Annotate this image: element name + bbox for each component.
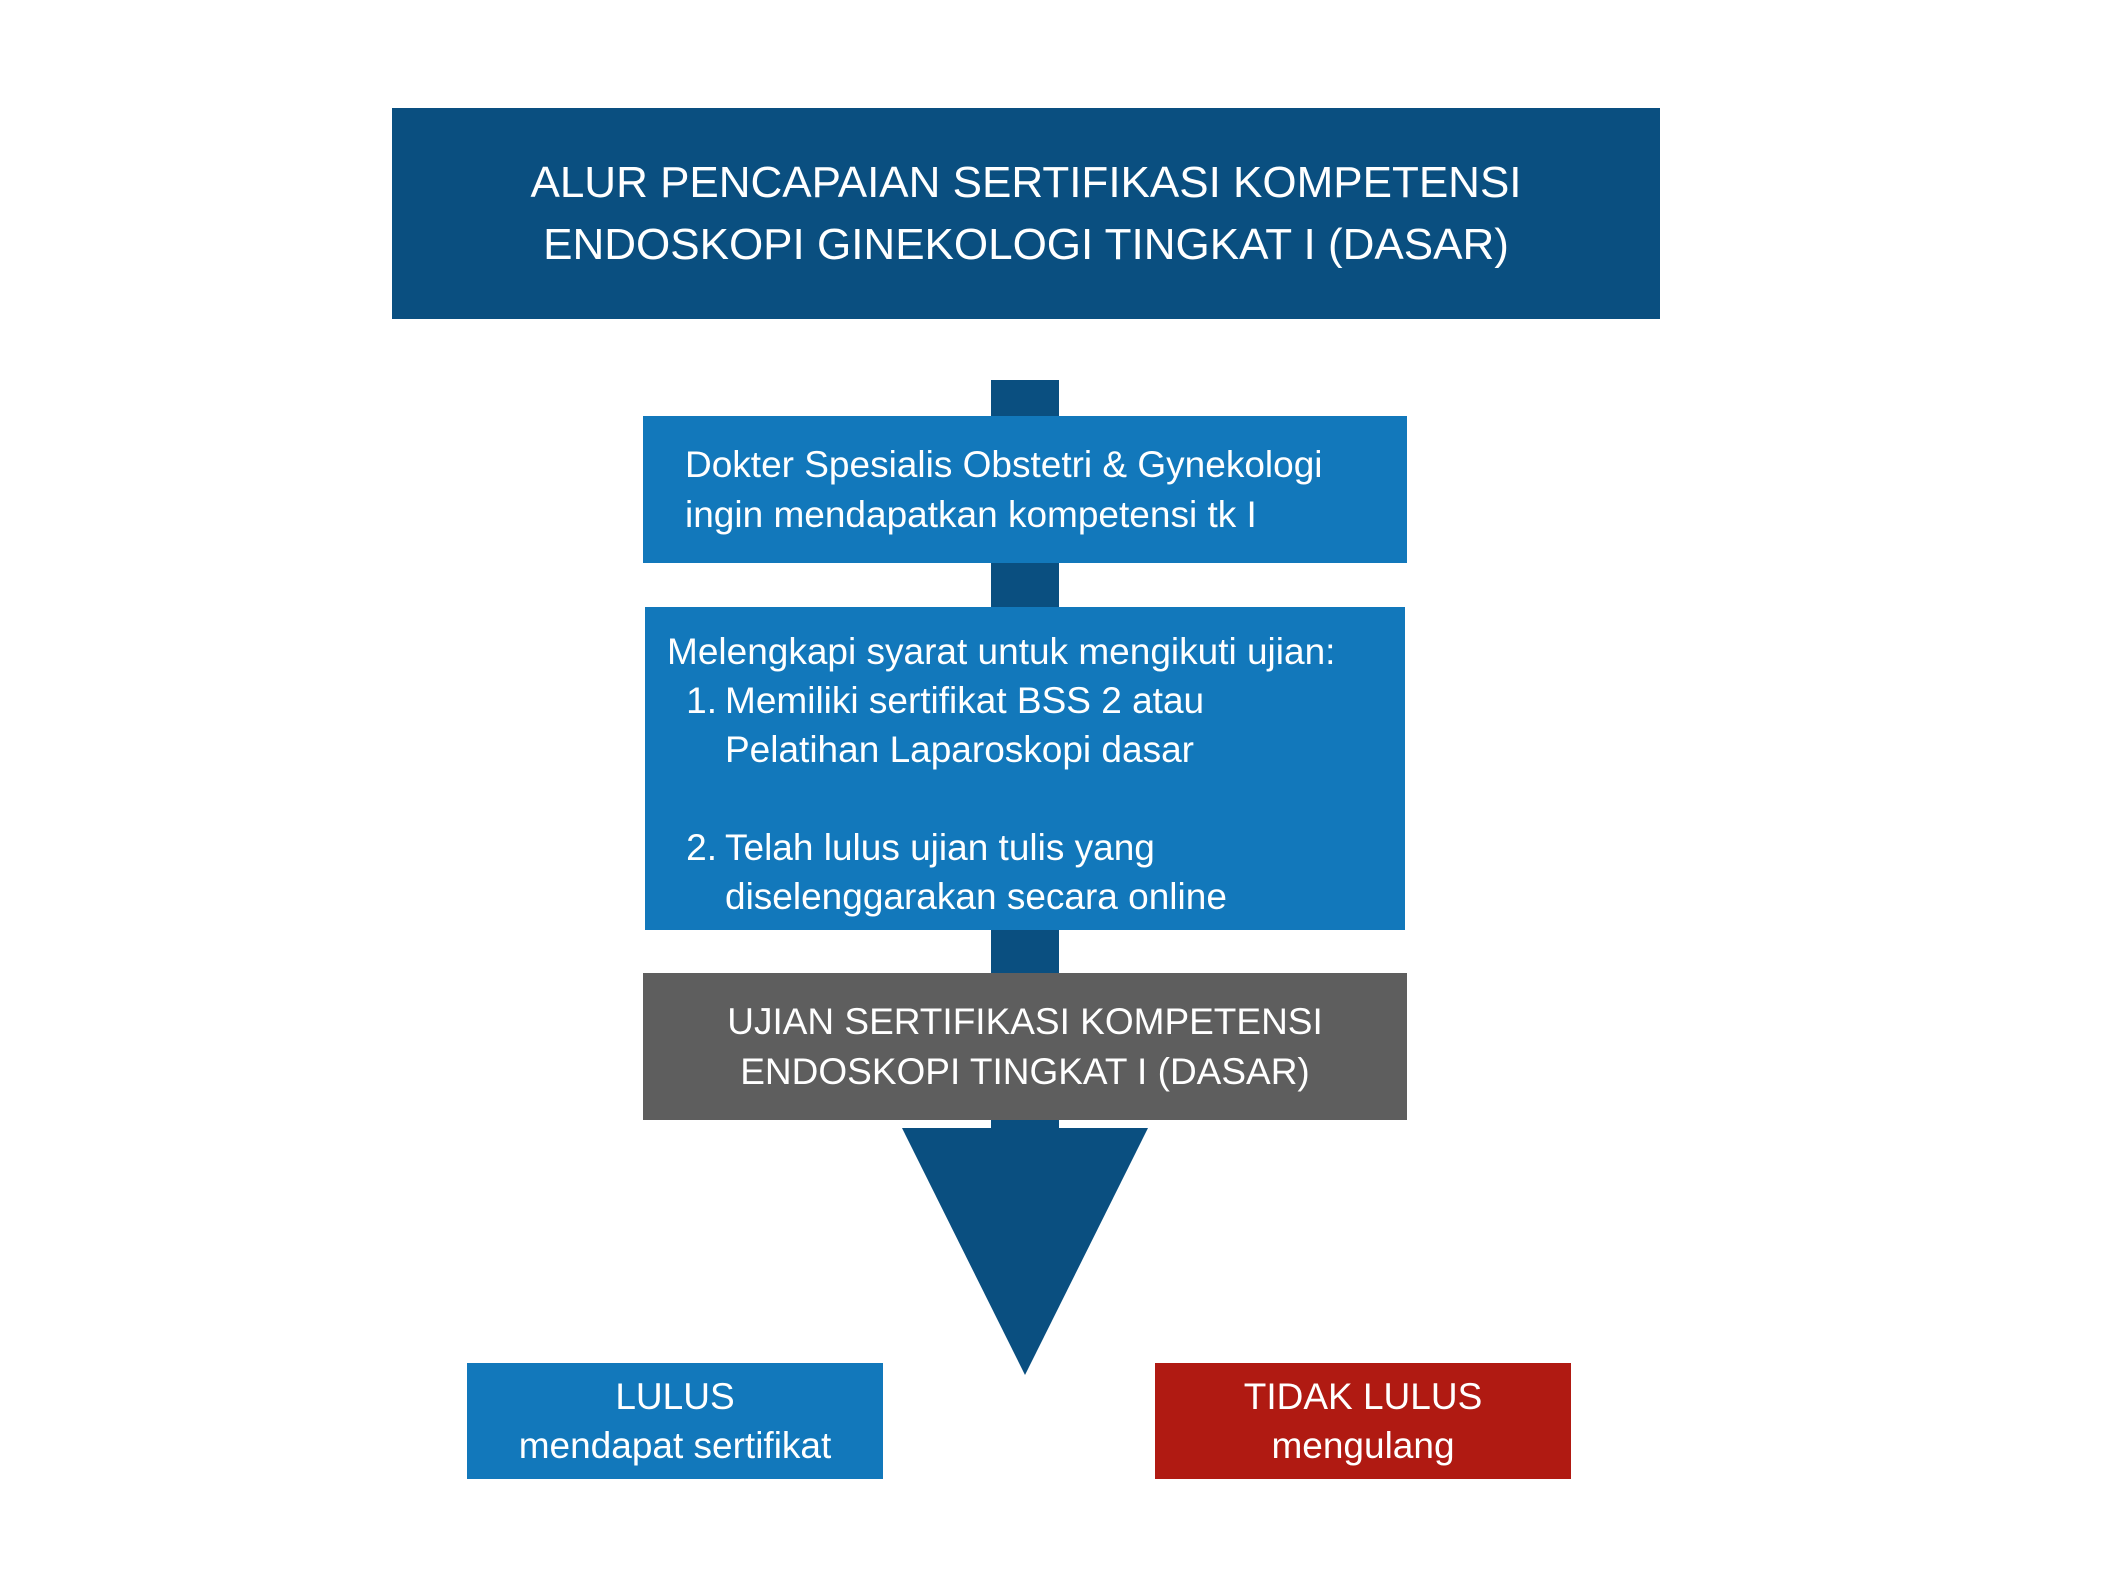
step-requirements	[645, 607, 1405, 930]
step-certification-exam	[643, 973, 1407, 1120]
step1-line-2: ingin mendapatkan kompetensi tk I	[685, 493, 1257, 535]
requirement-number: 2.	[686, 827, 717, 868]
requirement-item	[667, 823, 1405, 921]
title-line-2: ENDOSKOPI GINEKOLOGI TINGKAT I (DASAR)	[543, 219, 1509, 269]
step-doctor-specialist	[643, 416, 1407, 563]
fail-subtitle: mengulang	[1271, 1425, 1455, 1466]
requirement-line-1: Telah lulus ujian tulis yang	[725, 827, 1155, 868]
requirement-line-2: Pelatihan Laparoskopi dasar	[725, 729, 1194, 770]
requirement-line-2: diselenggarakan secara online	[725, 876, 1227, 917]
requirement-item	[667, 676, 1405, 774]
requirements-list	[667, 676, 1405, 921]
pass-title: LULUS	[615, 1376, 735, 1417]
pass-subtitle: mendapat sertifikat	[518, 1425, 832, 1466]
exam-line-2: ENDOSKOPI TINGKAT I (DASAR)	[740, 1050, 1310, 1092]
fail-title: TIDAK LULUS	[1243, 1376, 1483, 1417]
step1-line-1: Dokter Spesialis Obstetri & Gynekologi	[685, 443, 1323, 485]
exam-line-1: UJIAN SERTIFIKASI KOMPETENSI	[727, 1000, 1323, 1042]
title-line-1: ALUR PENCAPAIAN SERTIFIKASI KOMPETENSI	[530, 157, 1522, 207]
result-pass	[467, 1363, 883, 1479]
requirement-line-1: Memiliki sertifikat BSS 2 atau	[725, 680, 1205, 721]
result-fail	[1155, 1363, 1571, 1479]
requirements-heading: Melengkapi syarat untuk mengikuti ujian:	[667, 631, 1336, 672]
requirement-number: 1.	[686, 680, 717, 721]
arrow-head-triangle	[902, 1128, 1148, 1375]
